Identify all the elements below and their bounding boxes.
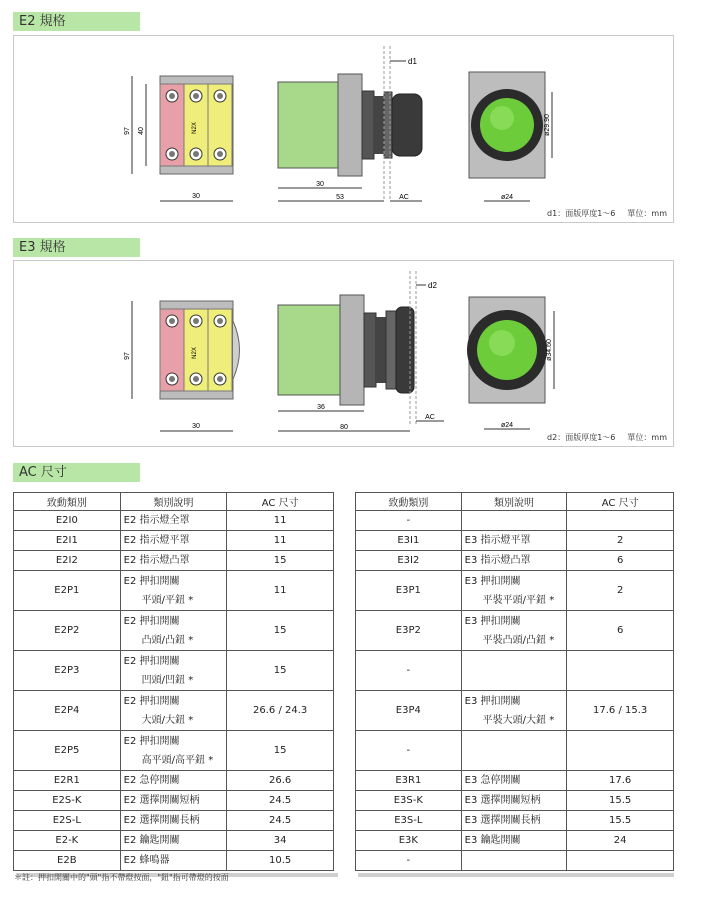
table-row [356,771,674,791]
cell-code: E2P2 [14,611,121,651]
col-header-code: 致動類別 [14,493,121,511]
cell-desc-line2: 平裝凸頭/凸鈕 * [482,634,555,646]
table-row [356,791,674,811]
cell-code: E2S-L [14,811,121,831]
cell-desc-line1: E2 押扣開關 [123,655,180,667]
cell-desc [461,811,567,831]
table-row [14,551,334,571]
cell-desc-line2: 大頭/大鈕 * [141,714,194,726]
cell-ac: 24.5 [227,811,334,831]
cell-desc-line1: E3 鑰匙開關 [464,835,521,846]
table-row [356,811,674,831]
section-title-e3: E3 規格 [13,238,140,257]
cell-code: E2P3 [14,651,121,691]
cell-desc-line1: E2 選擇開關短柄 [123,795,200,806]
cell-code: E2P1 [14,571,121,611]
cell-desc [120,691,227,731]
cell-desc [120,811,227,831]
svg-text:30: 30 [316,181,324,188]
cell-desc-line1: E3 押扣開關 [464,615,521,627]
e2-drawing-panel [13,35,674,223]
cell-ac: 17.6 [567,771,674,791]
cell-ac: 26.6 [227,771,334,791]
e3-technical-drawing [14,261,675,448]
table-row [356,651,674,691]
svg-text:36: 36 [317,404,325,411]
table-row [356,731,674,771]
svg-text:AC: AC [425,414,435,421]
cell-code: E3I2 [356,551,462,571]
ac-table-e2 [13,492,334,871]
cell-code: E2P5 [14,731,121,771]
cell-ac [567,651,674,691]
cell-desc [120,571,227,611]
section-title-ac: AC 尺寸 [13,463,140,482]
col-header-code: 致動類別 [356,493,462,511]
cell-ac: 6 [567,611,674,651]
cell-desc [461,651,567,691]
cell-desc-line2: 凹頭/凹鈕 * [141,674,194,686]
table-row [14,731,334,771]
cell-ac: 15 [227,611,334,651]
table-row [14,651,334,691]
e3-drawing-panel [13,260,674,447]
cell-desc-line2: 平頭/平鈕 * [141,594,194,606]
cell-desc [461,791,567,811]
cell-desc [461,571,567,611]
cell-ac [567,511,674,531]
cell-desc [120,551,227,571]
cell-desc-line1: E2 押扣開關 [123,615,180,627]
table-row [14,811,334,831]
cell-desc-line1: E2 蜂鳴器 [123,855,170,866]
svg-text:ø24: ø24 [500,422,514,429]
cell-ac: 15 [227,551,334,571]
cell-desc [120,531,227,551]
svg-text:d2: d2 [428,281,437,290]
ac-table-e3 [355,492,674,871]
table-row [14,791,334,811]
cell-desc [461,851,567,871]
cell-ac: 11 [227,511,334,531]
cell-desc [120,851,227,871]
svg-text:53: 53 [336,194,344,201]
table-row [356,571,674,611]
table-row [356,531,674,551]
cell-ac: 15 [227,731,334,771]
e2-contact-block-view [160,76,233,174]
table-right-shadow [358,873,674,877]
cell-code: E3P1 [356,571,462,611]
table-row [14,831,334,851]
cell-desc [461,831,567,851]
svg-text:ø29.90: ø29.90 [544,114,551,136]
cell-desc-line2: 高平頭/高平鈕 * [141,754,214,766]
cell-ac [567,731,674,771]
cell-desc-line1: E3 急停開關 [464,775,521,786]
table-row [14,851,334,871]
cell-ac [567,851,674,871]
svg-text:97: 97 [124,352,131,360]
cell-desc [461,551,567,571]
svg-text:30: 30 [192,193,200,200]
svg-text:30: 30 [192,423,200,430]
cell-code: E2I0 [14,511,121,531]
cell-desc [461,611,567,651]
cell-desc [461,691,567,731]
cell-ac: 11 [227,531,334,551]
e2-front-view [469,72,545,178]
cell-desc-line1: E2 押扣開關 [123,735,180,747]
cell-desc [120,511,227,531]
cell-code: E2-K [14,831,121,851]
cell-ac: 2 [567,531,674,551]
e3-contact-block-view [160,301,240,399]
e3-mark-label: N2X [192,347,198,359]
cell-ac: 11 [227,571,334,611]
cell-desc-line1: E2 鑰匙開關 [123,835,180,846]
cell-ac: 15 [227,651,334,691]
svg-text:AC: AC [399,194,409,201]
cell-ac: 26.6 / 24.3 [227,691,334,731]
cell-desc-line2: 凸頭/凸鈕 * [141,634,194,646]
cell-desc [120,791,227,811]
cell-ac: 6 [567,551,674,571]
col-header-ac: AC 尺寸 [227,493,334,511]
svg-text:40: 40 [138,127,145,135]
cell-ac: 15.5 [567,791,674,811]
cell-code: E3R1 [356,771,462,791]
cell-ac: 24 [567,831,674,851]
cell-code: E2I2 [14,551,121,571]
cell-code: E3I1 [356,531,462,551]
cell-ac: 15.5 [567,811,674,831]
table-row [356,851,674,871]
table-row [356,611,674,651]
cell-desc-line1: E2 押扣開關 [123,695,180,707]
table-row [356,511,674,531]
table-row [14,611,334,651]
e3-front-view [467,297,547,403]
e2-side-view [278,74,422,176]
cell-desc [120,831,227,851]
cell-code: - [356,851,462,871]
table-row [14,511,334,531]
cell-code: E2R1 [14,771,121,791]
e3-note: d2：面版厚度1～6 單位：mm [547,433,667,442]
table-row [356,831,674,851]
cell-desc [120,651,227,691]
cell-desc-line1: E2 指示燈平罩 [123,535,190,546]
cell-code: E2S-K [14,791,121,811]
cell-desc [120,731,227,771]
cell-desc-line1: E2 押扣開關 [123,575,180,587]
footnote: ＊註：押扣開關中的"頭"指不帶燈按面，"鈕"指可帶燈的按面 [14,873,229,882]
col-header-desc: 類別說明 [461,493,567,511]
cell-desc-line1: E2 選擇開關長柄 [123,815,200,826]
cell-desc-line2: 平裝大頭/大鈕 * [482,714,555,726]
cell-desc-line1: E3 指示燈平罩 [464,535,531,546]
cell-code: E3P4 [356,691,462,731]
cell-ac: 2 [567,571,674,611]
cell-code: E3S-L [356,811,462,831]
table-row [14,571,334,611]
cell-desc [461,771,567,791]
e2-mark-label: N2X [192,122,198,134]
cell-ac: 34 [227,831,334,851]
cell-ac: 24.5 [227,791,334,811]
table-row [14,531,334,551]
cell-desc-line1: E3 押扣開關 [464,575,521,587]
e2-technical-drawing [14,36,675,224]
cell-ac: 17.6 / 15.3 [567,691,674,731]
e2-note: d1：面版厚度1～6 單位：mm [547,209,667,218]
svg-text:d1: d1 [408,57,417,66]
cell-code: - [356,731,462,771]
cell-code: - [356,651,462,691]
section-title-e2: E2 規格 [13,12,140,31]
cell-desc [120,771,227,791]
table-row [14,771,334,791]
cell-desc [461,511,567,531]
cell-desc-line1: E3 指示燈凸罩 [464,555,531,566]
cell-ac: 10.5 [227,851,334,871]
cell-code: E3K [356,831,462,851]
cell-code: E3S-K [356,791,462,811]
cell-desc-line1: E3 選擇開關短柄 [464,795,541,806]
cell-desc-line1: E2 指示燈凸罩 [123,555,190,566]
cell-desc [461,731,567,771]
cell-desc-line1: E3 選擇開關長柄 [464,815,541,826]
cell-desc [120,611,227,651]
cell-code: E2I1 [14,531,121,551]
col-header-desc: 類別說明 [120,493,227,511]
cell-desc [461,531,567,551]
cell-code: E3P2 [356,611,462,651]
cell-desc-line1: E2 急停開關 [123,775,180,786]
cell-desc-line1: E3 押扣開關 [464,695,521,707]
table-row [356,691,674,731]
svg-text:ø34.60: ø34.60 [546,339,553,361]
cell-code: E2P4 [14,691,121,731]
svg-text:97: 97 [124,127,131,135]
table-row [14,691,334,731]
svg-text:80: 80 [340,424,348,431]
cell-desc-line1: E2 指示燈全罩 [123,515,190,526]
cell-desc-line2: 平裝平頭/平鈕 * [482,594,555,606]
cell-code: E2B [14,851,121,871]
table-row [356,551,674,571]
svg-text:ø24: ø24 [500,194,514,201]
cell-code: - [356,511,462,531]
col-header-ac: AC 尺寸 [567,493,674,511]
e3-side-view [278,295,414,405]
